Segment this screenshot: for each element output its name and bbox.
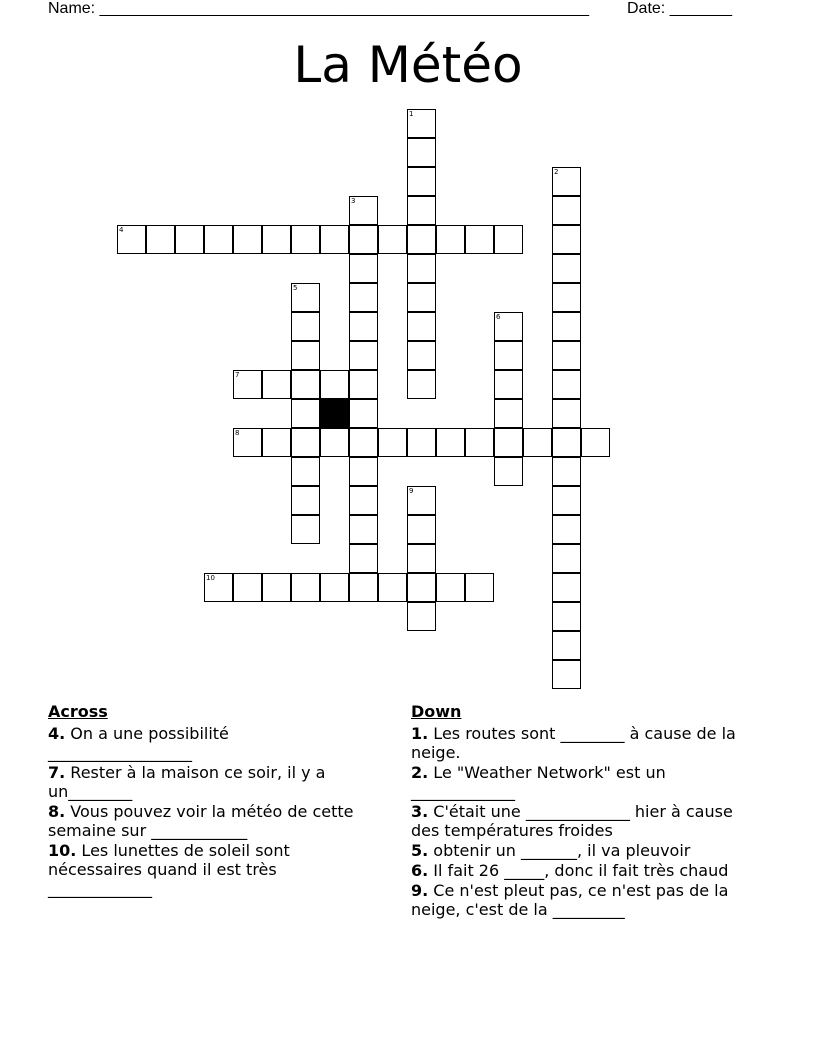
clue-across-7 (48, 763, 368, 801)
crossword-cell[interactable] (262, 370, 291, 399)
clue-text: obtenir un _______, il va pleuvoir (428, 841, 691, 860)
cell-number: 6 (496, 313, 501, 321)
crossword-cell[interactable] (494, 457, 523, 486)
crossword-cell[interactable] (349, 254, 378, 283)
crossword-cell[interactable] (552, 196, 581, 225)
clue-number: 1. (411, 724, 429, 743)
crossword-cell[interactable] (494, 428, 523, 457)
clue-across-4 (48, 724, 368, 762)
crossword-cell[interactable] (349, 225, 378, 254)
crossword-cell[interactable] (291, 312, 320, 341)
clue-number: 6. (411, 861, 429, 880)
date-field-label: Date: _______ (627, 0, 732, 17)
crossword-cell[interactable] (407, 370, 436, 399)
crossword-cell[interactable] (262, 428, 291, 457)
crossword-cell[interactable] (436, 428, 465, 457)
crossword-cell[interactable] (233, 573, 262, 602)
crossword-cell[interactable] (291, 428, 320, 457)
clue-text: Ce n'est pleut pas, ce n'est pas de la neige, c'est de la _________ (411, 881, 729, 919)
crossword-cell[interactable] (494, 312, 523, 341)
crossword-cell[interactable] (233, 428, 262, 457)
crossword-cell[interactable] (320, 428, 349, 457)
crossword-cell[interactable] (552, 283, 581, 312)
cell-number: 7 (235, 371, 240, 379)
crossword-cell[interactable] (204, 225, 233, 254)
crossword-cell[interactable] (146, 225, 175, 254)
clue-text: Le "Weather Network" est un _____________ (411, 763, 666, 801)
crossword-cell[interactable] (552, 457, 581, 486)
clue-text: Vous pouvez voir la météo de cette semaine sur ____________ (48, 802, 354, 840)
crossword-cell[interactable] (552, 254, 581, 283)
crossword-cell[interactable] (378, 428, 407, 457)
crossword-cell[interactable] (552, 225, 581, 254)
clue-number: 5. (411, 841, 429, 860)
crossword-cell[interactable] (465, 428, 494, 457)
crossword-cell[interactable] (349, 544, 378, 573)
cell-number: 3 (351, 197, 356, 205)
page-title: La Météo (293, 36, 523, 94)
crossword-cell[interactable] (407, 515, 436, 544)
crossword-cell[interactable] (233, 370, 262, 399)
clue-text: Les lunettes de soleil sont nécessaires quand il est très _____________ (48, 841, 290, 898)
clue-across-8 (48, 802, 368, 840)
crossword-cell[interactable] (465, 573, 494, 602)
crossword-cell[interactable] (378, 573, 407, 602)
crossword-cell[interactable] (175, 225, 204, 254)
crossword-cell[interactable] (349, 399, 378, 428)
crossword-cell[interactable] (552, 341, 581, 370)
crossword-cell[interactable] (552, 167, 581, 196)
crossword-cell[interactable] (291, 573, 320, 602)
crossword-cell[interactable] (291, 341, 320, 370)
crossword-cell[interactable] (552, 544, 581, 573)
crossword-cell[interactable] (581, 428, 610, 457)
cell-number: 4 (119, 226, 124, 234)
crossword-cell[interactable] (552, 370, 581, 399)
clue-down-2 (411, 763, 751, 801)
crossword-cell[interactable] (320, 370, 349, 399)
crossword-cell[interactable] (552, 573, 581, 602)
crossword-cell[interactable] (349, 283, 378, 312)
clue-number: 2. (411, 763, 429, 782)
across-clues (48, 702, 368, 899)
crossword-cell[interactable] (407, 254, 436, 283)
crossword-cell[interactable] (291, 486, 320, 515)
cell-number: 10 (206, 574, 215, 582)
crossword-cell[interactable] (552, 602, 581, 631)
crossword-cell[interactable] (204, 573, 233, 602)
crossword-cell[interactable] (407, 341, 436, 370)
crossword-cell[interactable] (552, 399, 581, 428)
crossword-cell[interactable] (349, 370, 378, 399)
clue-text: Les routes sont ________ à cause de la neige. (411, 724, 736, 762)
crossword-cell[interactable] (349, 341, 378, 370)
name-field-label: Name: _______________________________________________________ (48, 0, 589, 17)
down-clues (411, 702, 751, 920)
clue-number: 7. (48, 763, 66, 782)
crossword-cell[interactable] (349, 457, 378, 486)
crossword-cell[interactable] (233, 225, 262, 254)
crossword-cell[interactable] (291, 515, 320, 544)
crossword-cell[interactable] (552, 515, 581, 544)
crossword-cell[interactable] (407, 283, 436, 312)
crossword-cell[interactable] (291, 399, 320, 428)
clue-down-5 (411, 841, 751, 860)
crossword-cell[interactable] (523, 428, 552, 457)
crossword-cell[interactable] (552, 631, 581, 660)
across-heading: Across (48, 702, 108, 721)
clue-number: 3. (411, 802, 429, 821)
crossword-cell[interactable] (291, 457, 320, 486)
crossword-cell[interactable] (262, 225, 291, 254)
crossword-cell[interactable] (494, 399, 523, 428)
crossword-cell[interactable] (320, 225, 349, 254)
crossword-cell[interactable] (407, 544, 436, 573)
clue-number: 9. (411, 881, 429, 900)
crossword-cell[interactable] (552, 486, 581, 515)
crossword-cell[interactable] (552, 660, 581, 689)
crossword-cell[interactable] (494, 225, 523, 254)
crossword-cell[interactable] (436, 225, 465, 254)
crossword-cell[interactable] (407, 486, 436, 515)
crossword-cell[interactable] (349, 515, 378, 544)
crossword-cell[interactable] (407, 109, 436, 138)
clue-down-6 (411, 861, 751, 880)
clue-down-1 (411, 724, 751, 762)
crossword-cell[interactable] (407, 196, 436, 225)
cell-number: 2 (554, 168, 559, 176)
crossword-cell[interactable] (407, 573, 436, 602)
clue-text: Rester à la maison ce soir, il y a un________ (48, 763, 326, 801)
clue-across-10 (48, 841, 368, 898)
crossword-cell[interactable] (552, 428, 581, 457)
clue-text: Il fait 26 _____, donc il fait très chaud (428, 861, 729, 880)
down-heading: Down (411, 702, 462, 721)
crossword-cell[interactable] (117, 225, 146, 254)
crossword-cell[interactable] (407, 225, 436, 254)
clue-down-3 (411, 802, 751, 840)
crossword-cell[interactable] (320, 573, 349, 602)
cell-number: 5 (293, 284, 298, 292)
crossword-cell[interactable] (291, 283, 320, 312)
cell-number: 8 (235, 429, 240, 437)
crossword-cell[interactable] (552, 312, 581, 341)
clue-text: On a une possibilité __________________ (48, 724, 229, 762)
crossword-cell[interactable] (349, 196, 378, 225)
crossword-cell[interactable] (291, 370, 320, 399)
crossword-cell[interactable] (349, 428, 378, 457)
clue-text: C'était une _____________ hier à cause des températures froides (411, 802, 733, 840)
clue-number: 4. (48, 724, 66, 743)
cell-number: 1 (409, 110, 414, 118)
crossword-cell[interactable] (349, 573, 378, 602)
crossword-cell[interactable] (494, 341, 523, 370)
crossword-cell[interactable] (465, 225, 494, 254)
clue-number: 8. (48, 802, 66, 821)
crossword-cell[interactable] (407, 428, 436, 457)
crossword-cell[interactable] (378, 225, 407, 254)
crossword-cell[interactable] (349, 486, 378, 515)
crossword-cell[interactable] (407, 167, 436, 196)
crossword-cell[interactable] (291, 225, 320, 254)
cell-number: 9 (409, 487, 414, 495)
crossword-cell[interactable] (494, 370, 523, 399)
clue-down-9 (411, 881, 751, 919)
crossword-cell[interactable] (407, 138, 436, 167)
crossword-cell[interactable] (407, 602, 436, 631)
clue-number: 10. (48, 841, 77, 860)
crossword-cell[interactable] (436, 573, 465, 602)
crossword-black-cell (320, 399, 349, 428)
crossword-cell[interactable] (262, 573, 291, 602)
crossword-cell[interactable] (407, 312, 436, 341)
crossword-cell[interactable] (349, 312, 378, 341)
